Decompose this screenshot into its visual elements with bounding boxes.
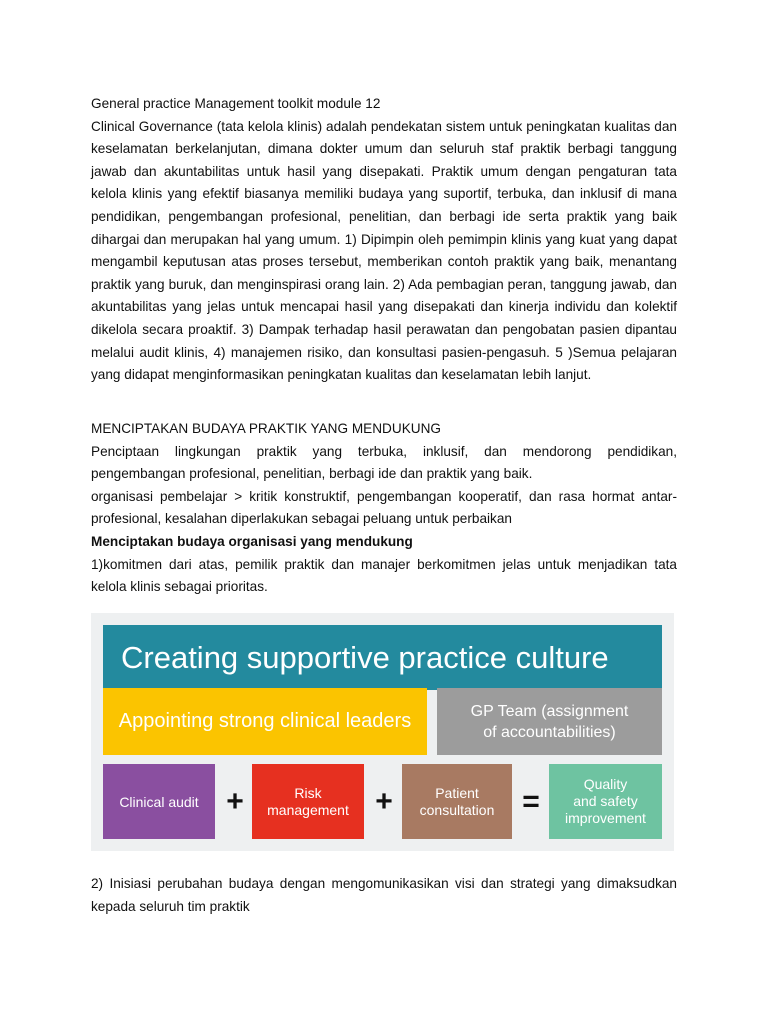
section-paragraph-1: Penciptaan lingkungan praktik yang terbuka, inklusif, dan mendorong pendidikan, pengembangan profesional, penelitian, berbagi ide dan praktik yang baik. (91, 443, 677, 482)
risk-management-box: Risk management (252, 764, 364, 839)
clinical-audit-box: Clinical audit (103, 764, 215, 839)
equals-sign: = (522, 785, 540, 818)
gp-team-box: GP Team (assignment of accountabilities) (437, 688, 662, 755)
leaders-box: Appointing strong clinical leaders (103, 688, 427, 755)
point-1: 1)komitmen dari atas, pemilik praktik dan manajer berkomitmen jelas untuk menjadikan tata kelola klinis sebagai prioritas. (91, 556, 677, 595)
point-2: 2) Inisiasi perubahan budaya dengan mengomunikasikan visi dan strategi yang dimaksudkan kepada seluruh tim praktik (91, 876, 677, 914)
plus-sign-2: + (375, 785, 393, 818)
intro-section (91, 93, 677, 387)
bold-subheading: Menciptakan budaya organisasi yang mendukung (91, 533, 413, 549)
plus-sign-1: + (226, 785, 244, 818)
culture-diagram (91, 613, 674, 851)
document-title: General practice Management toolkit module 12 (91, 96, 381, 111)
quality-safety-box: Quality and safety improvement (549, 764, 662, 839)
point-2-section (91, 873, 677, 918)
patient-consultation-box: Patient consultation (402, 764, 512, 839)
section-heading: MENCIPTAKAN BUDAYA PRAKTIK YANG MENDUKUNG (91, 421, 441, 436)
culture-section (91, 418, 677, 599)
intro-paragraph: Clinical Governance (tata kelola klinis) adalah pendekatan sistem untuk peningkatan kualitas dan keselamatan berkelanjutan, dimana dokter umum dan seluruh staf praktik berbagi tanggung jawab dan akuntabilitas untuk hasil yang disepakati. Praktik umum dengan pengaturan tata kelola klinis yang efektif biasanya memiliki budaya yang suportif, terbuka, dan inklusif di mana pendidikan, pengembangan profesional, penelitian, dan berbagi ide serta praktik yang baik dihargai dan merupakan hal yang umum. 1) Dipimpin oleh pemimpin klinis yang kuat yang dapat mengambil keputusan atas proses tersebut, memberikan contoh praktik yang baik, menantang praktik yang buruk, dan menginspirasi orang lain. 2) Ada pembagian peran, tanggung jawab, dan akuntabilitas yang jelas untuk mencapai hasil yang disepakati dan kinerja individu dan kolektif dikelola secara proaktif. 3) Dampak terhadap hasil perawatan dan pengobatan pasien dipantau melalui audit klinis, 4) manajemen risiko, dan konsultasi pasien-pengasuh. 5 )Semua pelajaran yang didapat menginformasikan peningkatan kualitas dan keselamatan lebih lanjut. (91, 118, 677, 383)
diagram-title: Creating supportive practice culture (103, 625, 662, 690)
section-paragraph-2: organisasi pembelajar > kritik konstruktif, pengembangan kooperatif, dan rasa hormat antar-profesional, kesalahan diperlakukan sebagai peluang untuk perbaikan (91, 488, 677, 527)
